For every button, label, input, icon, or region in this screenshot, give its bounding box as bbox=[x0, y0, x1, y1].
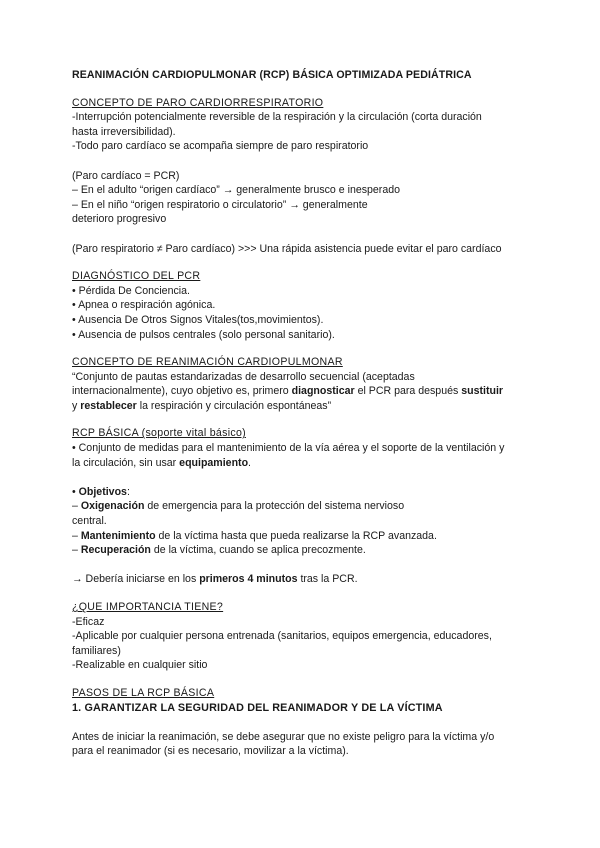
text-line: – En el niño “origen respiratorio o circulatorio” → generalmente bbox=[72, 198, 368, 211]
list-item: • Ausencia De Otros Signos Vitales(tos,movimientos). bbox=[72, 313, 324, 326]
list-item: – Mantenimiento de la víctima hasta que pueda realizarse la RCP avanzada. bbox=[72, 529, 437, 542]
text-line: – En el adulto “origen cardíaco” → generalmente brusco e inesperado bbox=[72, 184, 401, 197]
section-importancia bbox=[72, 600, 542, 673]
list-item: • Pérdida De Conciencia. bbox=[72, 284, 190, 297]
objetivos-label: • Objetivos: bbox=[72, 485, 130, 498]
section-heading: PASOS DE LA RCP BÁSICA bbox=[72, 686, 215, 699]
section-heading: CONCEPTO DE REANIMACIÓN CARDIOPULMONAR bbox=[72, 356, 343, 369]
section-heading: CONCEPTO DE PARO CARDIORRESPIRATORIO bbox=[72, 96, 324, 109]
text-line: la circulación, sin usar equipamiento. bbox=[72, 456, 251, 469]
text-line: hasta irreversibilidad). bbox=[72, 125, 176, 138]
text-line: para el reanimador (si es necesario, movilizar a la víctima). bbox=[72, 745, 349, 758]
text-line: -Eficaz bbox=[72, 615, 105, 628]
text-line: (Paro respiratorio ≠ Paro cardíaco) >>> Una rápida asistencia puede evitar el paro cardíaco bbox=[72, 242, 502, 255]
step-heading: 1. GARANTIZAR LA SEGURIDAD DEL REANIMADOR Y DE LA VÍCTIMA bbox=[72, 701, 443, 714]
list-item: – Recuperación de la víctima, cuando se aplica precozmente. bbox=[72, 544, 366, 557]
document-title: REANIMACIÓN CARDIOPULMONAR (RCP) BÁSICA OPTIMIZADA PEDIÁTRICA bbox=[72, 69, 472, 81]
text-line: Antes de iniciar la reanimación, se debe asegurar que no existe peligro para la víctima y/o bbox=[72, 730, 495, 743]
text-line: internacionalmente), cuyo objetivo es, primero diagnosticar el PCR para después sustituir bbox=[72, 385, 504, 398]
list-item: – Oxigenación de emergencia para la protección del sistema nervioso bbox=[72, 500, 405, 513]
text-line: -Interrupción potencialmente reversible de la respiración y la circulación (corta duración bbox=[72, 111, 482, 124]
text-line: -Aplicable por cualquier persona entrenada (sanitarios, equipos emergencia, educadores, bbox=[72, 630, 492, 643]
section-pasos bbox=[72, 686, 542, 759]
text-line: -Realizable en cualquier sitio bbox=[72, 659, 208, 672]
section-diagnostico bbox=[72, 269, 542, 342]
document-page bbox=[72, 68, 542, 772]
section-heading: DIAGNÓSTICO DEL PCR bbox=[72, 270, 201, 283]
text-line: • Conjunto de medidas para el mantenimiento de la vía aérea y el soporte de la ventilación y bbox=[72, 442, 505, 455]
text-line: “Conjunto de pautas estandarizadas de desarrollo secuencial (aceptadas bbox=[72, 370, 415, 383]
section-heading: RCP BÁSICA (soporte vital básico) bbox=[72, 427, 246, 440]
text-line: familiares) bbox=[72, 644, 121, 657]
section-heading: ¿QUE IMPORTANCIA TIENE? bbox=[72, 601, 224, 613]
text-line: (Paro cardíaco = PCR) bbox=[72, 169, 180, 182]
text-line: deterioro progresivo bbox=[72, 213, 167, 226]
section-concepto-paro bbox=[72, 96, 542, 257]
text-line: -Todo paro cardíaco se acompaña siempre de paro respiratorio bbox=[72, 140, 369, 153]
list-item: • Ausencia de pulsos centrales (solo personal sanitario). bbox=[72, 328, 335, 341]
text-line: y restablecer la respiración y circulación espontáneas” bbox=[72, 399, 332, 412]
section-rcp-basica bbox=[72, 426, 542, 587]
section-concepto-rcp bbox=[72, 355, 542, 413]
text-line: → Debería iniciarse en los primeros 4 minutos tras la PCR. bbox=[72, 573, 358, 586]
text-line: central. bbox=[72, 515, 107, 528]
list-item: • Apnea o respiración agónica. bbox=[72, 299, 216, 312]
